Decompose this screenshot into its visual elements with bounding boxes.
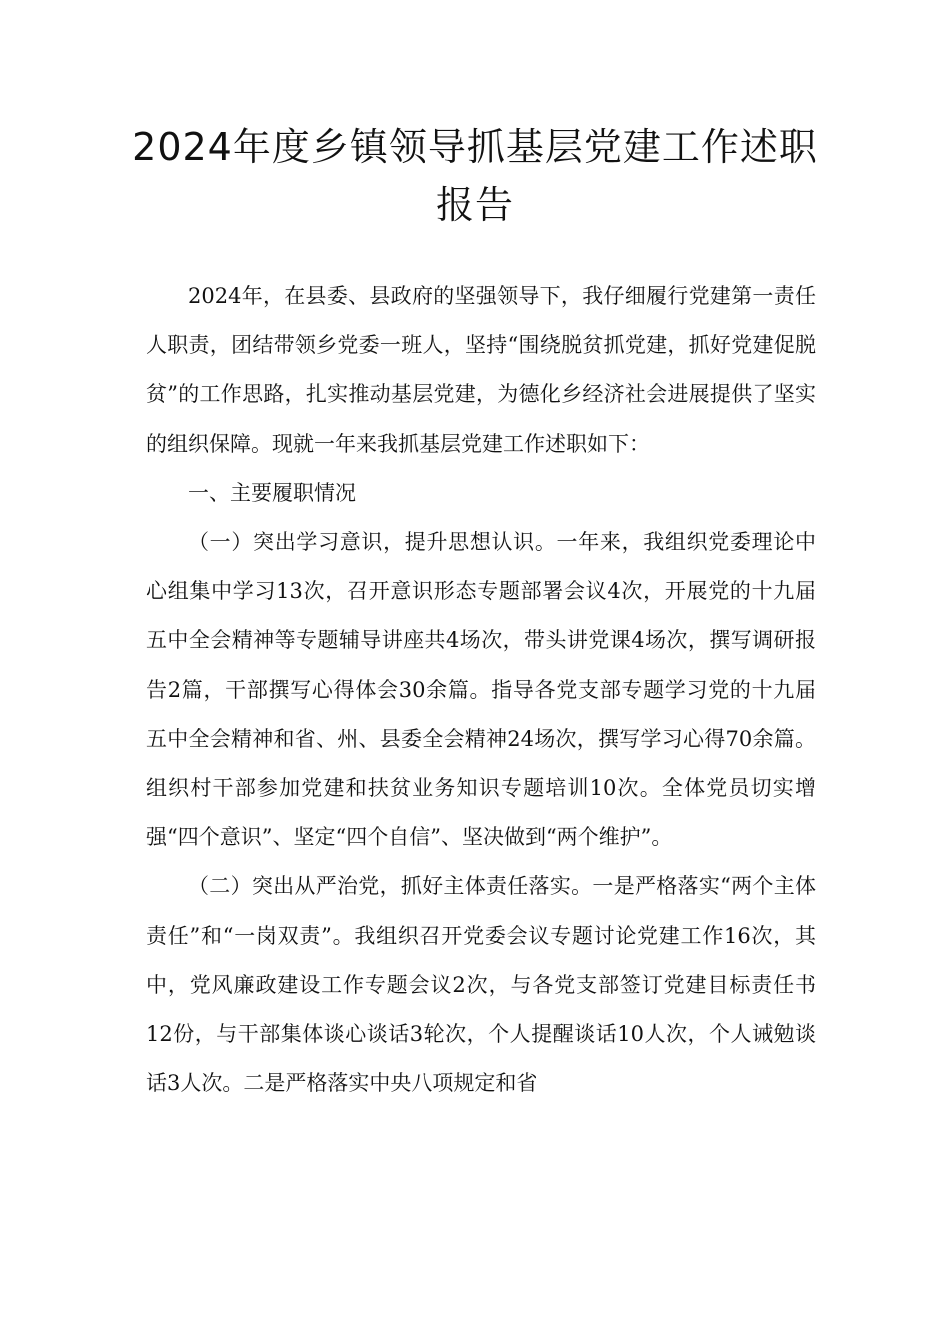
document-body — [146, 272, 816, 1108]
title-line-2: 报告 — [435, 183, 514, 227]
section-heading: 一、主要履职情况 — [188, 480, 356, 505]
title-line-1: 2024年度乡镇领导抓基层党建工作述职 — [132, 125, 818, 169]
intro-paragraph: 2024年，在县委、县政府的坚强领导下，我仔细履行党建第一责任人职责，团结带领乡党委一班人，坚持“围绕脱贫抓党建，抓好党建促脱贫”的工作思路，扎实推动基层党建，为德化乡经济社会进展提供了坚实的组织保障。现就一年来我抓基层党建工作述职如下： — [146, 284, 816, 456]
body-paragraph-2: （二）突出从严治党，抓好主体责任落实。一是严格落实“两个主体责任”和“一岗双责”。我组织召开党委会议专题讨论党建工作16次，其中，党风廉政建设工作专题会议2次，与各党支部签订党建目标责任书12份，与干部集体谈心谈话3轮次，个人提醒谈话10人次，个人诫勉谈话3人次。二是严格落实中央八项规定和省 — [146, 874, 816, 1096]
body-paragraph-1: （一）突出学习意识，提升思想认识。一年来，我组织党委理论中心组集中学习13次，召开意识形态专题部署会议4次，开展党的十九届五中全会精神等专题辅导讲座共4场次，带头讲党课4场次，撰写调研报告2篇，干部撰写心得体会30余篇。指导各党支部专题学习党的十九届五中全会精神和省、州、县委全会精神24场次，撰写学习心得70余篇。组织村干部参加党建和扶贫业务知识专题培训10次。全体党员切实增强“四个意识”、坚定“四个自信”、坚决做到“两个维护”。 — [146, 530, 816, 850]
document-title — [120, 118, 830, 234]
